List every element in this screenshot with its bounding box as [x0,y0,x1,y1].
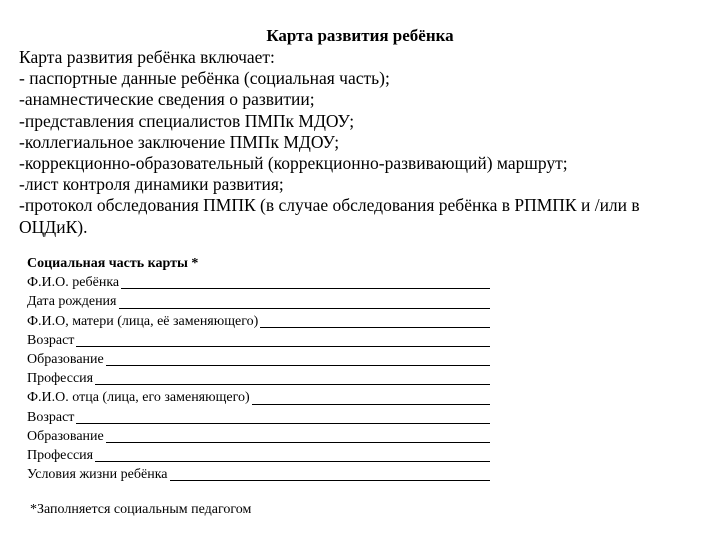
field-label: Ф.И.О. ребёнка [27,275,120,291]
intro-item: -анамнестические сведения о развитии; [19,89,315,110]
intro-item: - паспортные данные ребёнка (социальная часть); [19,68,390,89]
fill-in-line [119,294,491,309]
form-field-mother-age [27,331,490,350]
field-label: Возраст [27,332,75,348]
form-field-mother-profession [27,369,490,388]
document-title: Карта развития ребёнка [266,26,454,45]
footnote: *Заполняется социальным педагогом [30,502,252,517]
form-field-child-name [27,273,490,292]
fill-in-line [95,447,490,462]
field-label: Образование [27,352,104,368]
form-field-mother-education [27,350,490,369]
intro-block [19,47,709,238]
fill-in-line [106,428,490,443]
field-label: Ф.И.О. отца (лица, его заменяющего) [27,390,250,406]
intro-lead: Карта развития ребёнка включает: [19,47,275,67]
form-field-father-profession [27,446,490,465]
fill-in-line [170,466,491,481]
intro-item: -коллегиальное заключение ПМПк МДОУ; [19,131,340,152]
fill-in-line [95,370,490,385]
social-section [27,254,507,484]
form-field-father-name [27,388,490,407]
fill-in-line [252,390,490,405]
form-field-father-education [27,427,490,446]
fill-in-line [76,332,490,347]
fill-in-line [121,274,490,289]
field-label: Образование [27,428,104,444]
field-label: Профессия [27,448,94,464]
form-field-father-age [27,408,490,427]
field-label: Профессия [27,371,94,387]
intro-item: -коррекционно-образовательный (коррекционно-развивающий) маршрут; [19,153,568,174]
field-label: Условия жизни ребёнка [27,467,168,483]
field-label: Возраст [27,409,75,425]
form-field-mother-name [27,312,490,331]
field-label: Дата рождения [27,294,117,310]
fill-in-line [106,351,490,366]
intro-item: -протокол обследования ПМПК (в случае обследования ребёнка в РПМПК и /или в ОЦДиК). [19,195,640,237]
intro-item: -лист контроля динамики развития; [19,174,284,195]
field-label: Ф.И.О, матери (лица, её заменяющего) [27,313,259,329]
fill-in-line [76,409,490,424]
form-field-living-conditions [27,465,490,484]
intro-item: -представления специалистов ПМПк МДОУ; [19,110,355,131]
social-section-heading: Социальная часть карты * [27,256,199,271]
fill-in-line [260,313,490,328]
form-field-birth-date [27,292,490,311]
